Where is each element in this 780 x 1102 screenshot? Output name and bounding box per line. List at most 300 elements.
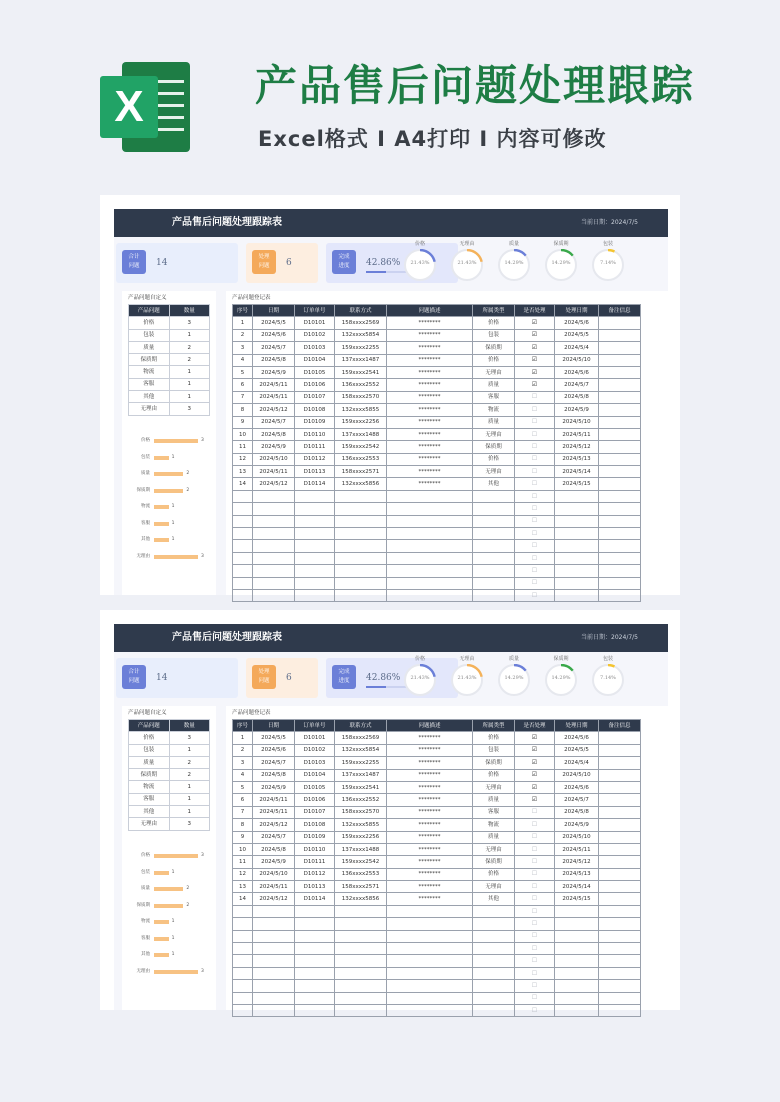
table-cell[interactable] xyxy=(473,955,515,967)
table-cell[interactable]: 2024/5/14 xyxy=(555,466,599,478)
table-cell[interactable]: 无理由 xyxy=(473,881,515,893)
handled-checkbox[interactable]: ☐ xyxy=(515,955,555,967)
table-cell[interactable]: D10107 xyxy=(295,391,335,403)
table-cell[interactable]: 2024/5/10 xyxy=(555,354,599,366)
table-cell[interactable]: 2024/5/12 xyxy=(253,893,295,905)
table-cell[interactable] xyxy=(473,905,515,917)
table-cell[interactable]: 2024/5/6 xyxy=(253,329,295,341)
table-cell[interactable] xyxy=(599,565,641,577)
table-cell[interactable] xyxy=(599,781,641,793)
table-cell[interactable]: 保质期 xyxy=(473,441,515,453)
table-cell[interactable] xyxy=(295,490,335,502)
table-cell[interactable]: 2024/5/8 xyxy=(555,806,599,818)
table-cell[interactable] xyxy=(555,515,599,527)
table-cell[interactable] xyxy=(233,930,253,942)
category-name[interactable]: 包装 xyxy=(129,329,170,341)
table-cell[interactable]: 3 xyxy=(233,757,253,769)
table-cell[interactable]: D10110 xyxy=(295,843,335,855)
table-cell[interactable]: 2024/5/8 xyxy=(253,769,295,781)
table-cell[interactable]: 137xxxx1487 xyxy=(335,354,387,366)
table-cell[interactable] xyxy=(387,943,473,955)
table-cell[interactable] xyxy=(253,515,295,527)
handled-checkbox[interactable]: ☐ xyxy=(515,416,555,428)
table-cell[interactable]: 7 xyxy=(233,391,253,403)
table-cell[interactable] xyxy=(555,503,599,515)
table-cell[interactable]: 价格 xyxy=(473,769,515,781)
table-cell[interactable] xyxy=(599,794,641,806)
table-cell[interactable] xyxy=(335,552,387,564)
handled-checkbox[interactable]: ☑ xyxy=(515,342,555,354)
handled-checkbox[interactable]: ☑ xyxy=(515,744,555,756)
handled-checkbox[interactable]: ☐ xyxy=(515,930,555,942)
category-name[interactable]: 保质期 xyxy=(129,354,170,366)
table-cell[interactable]: 无理由 xyxy=(473,781,515,793)
table-cell[interactable]: 2024/5/7 xyxy=(253,831,295,843)
table-cell[interactable] xyxy=(599,893,641,905)
table-cell[interactable] xyxy=(387,515,473,527)
table-cell[interactable] xyxy=(555,967,599,979)
table-cell[interactable] xyxy=(253,565,295,577)
table-cell[interactable] xyxy=(295,589,335,601)
table-cell[interactable] xyxy=(335,503,387,515)
table-cell[interactable]: 保质期 xyxy=(473,856,515,868)
table-cell[interactable]: 159xxxx2542 xyxy=(335,856,387,868)
table-cell[interactable]: 9 xyxy=(233,831,253,843)
handled-checkbox[interactable]: ☐ xyxy=(515,1004,555,1016)
table-cell[interactable] xyxy=(253,992,295,1004)
category-name[interactable]: 价格 xyxy=(129,732,170,744)
table-cell[interactable]: 5 xyxy=(233,781,253,793)
table-cell[interactable]: 132xxxx5855 xyxy=(335,819,387,831)
table-cell[interactable] xyxy=(599,540,641,552)
table-cell[interactable] xyxy=(599,416,641,428)
table-cell[interactable]: ******** xyxy=(387,893,473,905)
table-cell[interactable] xyxy=(387,565,473,577)
table-cell[interactable] xyxy=(473,943,515,955)
category-count[interactable]: 3 xyxy=(169,317,210,329)
table-cell[interactable]: 2024/5/7 xyxy=(555,794,599,806)
table-cell[interactable]: 4 xyxy=(233,769,253,781)
table-cell[interactable] xyxy=(599,577,641,589)
table-cell[interactable] xyxy=(473,540,515,552)
table-cell[interactable] xyxy=(253,589,295,601)
table-cell[interactable] xyxy=(295,503,335,515)
table-cell[interactable]: ******** xyxy=(387,881,473,893)
table-cell[interactable]: 158xxxx2569 xyxy=(335,732,387,744)
table-cell[interactable]: ******** xyxy=(387,404,473,416)
table-cell[interactable]: 其他 xyxy=(473,478,515,490)
table-cell[interactable] xyxy=(473,980,515,992)
table-cell[interactable]: 8 xyxy=(233,404,253,416)
table-cell[interactable]: D10103 xyxy=(295,342,335,354)
table-cell[interactable] xyxy=(335,565,387,577)
table-cell[interactable]: D10101 xyxy=(295,732,335,744)
table-cell[interactable]: 2024/5/12 xyxy=(555,441,599,453)
category-name[interactable]: 保质期 xyxy=(129,769,170,781)
table-cell[interactable] xyxy=(295,1004,335,1016)
table-cell[interactable] xyxy=(473,992,515,1004)
table-cell[interactable]: ******** xyxy=(387,868,473,880)
table-cell[interactable] xyxy=(599,329,641,341)
table-cell[interactable]: 132xxxx5856 xyxy=(335,893,387,905)
category-count[interactable]: 1 xyxy=(169,744,210,756)
table-cell[interactable] xyxy=(599,732,641,744)
table-cell[interactable]: 2024/5/10 xyxy=(555,831,599,843)
table-cell[interactable]: 2024/5/8 xyxy=(253,354,295,366)
table-cell[interactable]: 价格 xyxy=(473,317,515,329)
table-cell[interactable]: D10104 xyxy=(295,354,335,366)
table-cell[interactable] xyxy=(387,577,473,589)
table-cell[interactable] xyxy=(555,980,599,992)
table-cell[interactable] xyxy=(555,992,599,1004)
category-count[interactable]: 3 xyxy=(169,403,210,415)
category-count[interactable]: 2 xyxy=(169,354,210,366)
table-cell[interactable] xyxy=(387,552,473,564)
table-cell[interactable] xyxy=(599,589,641,601)
table-cell[interactable] xyxy=(387,930,473,942)
table-cell[interactable]: 2 xyxy=(233,744,253,756)
table-cell[interactable] xyxy=(387,503,473,515)
handled-checkbox[interactable]: ☑ xyxy=(515,354,555,366)
table-cell[interactable]: 158xxxx2570 xyxy=(335,391,387,403)
handled-checkbox[interactable]: ☑ xyxy=(515,379,555,391)
table-cell[interactable] xyxy=(599,528,641,540)
table-cell[interactable] xyxy=(599,943,641,955)
table-cell[interactable]: 9 xyxy=(233,416,253,428)
table-cell[interactable] xyxy=(233,565,253,577)
table-cell[interactable]: 2024/5/11 xyxy=(253,391,295,403)
table-cell[interactable] xyxy=(473,967,515,979)
table-cell[interactable]: D10111 xyxy=(295,441,335,453)
table-cell[interactable] xyxy=(295,930,335,942)
table-cell[interactable]: 12 xyxy=(233,453,253,465)
table-cell[interactable] xyxy=(599,967,641,979)
table-cell[interactable] xyxy=(473,930,515,942)
category-count[interactable]: 1 xyxy=(169,781,210,793)
handled-checkbox[interactable]: ☐ xyxy=(515,453,555,465)
table-cell[interactable] xyxy=(599,478,641,490)
table-cell[interactable] xyxy=(233,577,253,589)
table-cell[interactable]: 2024/5/11 xyxy=(555,428,599,440)
table-cell[interactable]: ******** xyxy=(387,744,473,756)
table-cell[interactable]: 2024/5/8 xyxy=(253,428,295,440)
table-cell[interactable] xyxy=(335,992,387,1004)
category-name[interactable]: 无理由 xyxy=(129,403,170,415)
table-cell[interactable] xyxy=(295,980,335,992)
table-cell[interactable]: 客服 xyxy=(473,806,515,818)
table-cell[interactable]: 5 xyxy=(233,366,253,378)
category-name[interactable]: 客服 xyxy=(129,793,170,805)
table-cell[interactable]: 2024/5/7 xyxy=(253,757,295,769)
table-cell[interactable]: ******** xyxy=(387,769,473,781)
table-cell[interactable]: 物流 xyxy=(473,404,515,416)
handled-checkbox[interactable]: ☑ xyxy=(515,317,555,329)
table-cell[interactable] xyxy=(555,943,599,955)
table-cell[interactable] xyxy=(295,565,335,577)
table-cell[interactable]: 2024/5/14 xyxy=(555,881,599,893)
table-cell[interactable] xyxy=(233,918,253,930)
table-cell[interactable]: 159xxxx2541 xyxy=(335,781,387,793)
table-cell[interactable]: ******** xyxy=(387,806,473,818)
table-cell[interactable]: 2024/5/13 xyxy=(555,868,599,880)
category-name[interactable]: 其他 xyxy=(129,806,170,818)
table-cell[interactable] xyxy=(473,577,515,589)
table-cell[interactable]: 158xxxx2571 xyxy=(335,881,387,893)
table-cell[interactable]: ******** xyxy=(387,794,473,806)
table-cell[interactable]: 质量 xyxy=(473,379,515,391)
table-cell[interactable] xyxy=(335,943,387,955)
table-cell[interactable]: ******** xyxy=(387,428,473,440)
table-cell[interactable] xyxy=(295,967,335,979)
category-count[interactable]: 1 xyxy=(169,366,210,378)
category-count[interactable]: 1 xyxy=(169,378,210,390)
table-cell[interactable] xyxy=(233,905,253,917)
table-cell[interactable] xyxy=(599,379,641,391)
table-cell[interactable] xyxy=(387,528,473,540)
table-cell[interactable] xyxy=(295,918,335,930)
handled-checkbox[interactable]: ☑ xyxy=(515,366,555,378)
handled-checkbox[interactable]: ☐ xyxy=(515,404,555,416)
table-cell[interactable] xyxy=(253,980,295,992)
table-cell[interactable] xyxy=(253,540,295,552)
table-cell[interactable] xyxy=(233,980,253,992)
table-cell[interactable]: 2024/5/4 xyxy=(555,757,599,769)
table-cell[interactable] xyxy=(473,918,515,930)
table-cell[interactable]: 2024/5/9 xyxy=(555,819,599,831)
table-cell[interactable] xyxy=(599,992,641,1004)
handled-checkbox[interactable]: ☐ xyxy=(515,992,555,1004)
table-cell[interactable] xyxy=(599,980,641,992)
table-cell[interactable]: ******** xyxy=(387,342,473,354)
handled-checkbox[interactable]: ☐ xyxy=(515,918,555,930)
table-cell[interactable] xyxy=(295,943,335,955)
table-cell[interactable]: 2024/5/15 xyxy=(555,478,599,490)
table-cell[interactable] xyxy=(599,769,641,781)
table-cell[interactable]: D10113 xyxy=(295,881,335,893)
table-cell[interactable]: D10105 xyxy=(295,366,335,378)
table-cell[interactable]: 136xxxx2552 xyxy=(335,379,387,391)
table-cell[interactable] xyxy=(253,943,295,955)
table-cell[interactable] xyxy=(233,1004,253,1016)
table-cell[interactable] xyxy=(599,366,641,378)
table-cell[interactable] xyxy=(555,490,599,502)
table-cell[interactable] xyxy=(387,589,473,601)
table-cell[interactable]: ******** xyxy=(387,831,473,843)
table-cell[interactable] xyxy=(473,503,515,515)
table-cell[interactable] xyxy=(599,552,641,564)
table-cell[interactable]: ******** xyxy=(387,856,473,868)
table-cell[interactable] xyxy=(473,490,515,502)
table-cell[interactable]: D10114 xyxy=(295,478,335,490)
table-cell[interactable]: 158xxxx2571 xyxy=(335,466,387,478)
category-name[interactable]: 客服 xyxy=(129,378,170,390)
table-cell[interactable] xyxy=(335,515,387,527)
table-cell[interactable]: ******** xyxy=(387,819,473,831)
table-cell[interactable] xyxy=(295,540,335,552)
table-cell[interactable]: 2024/5/6 xyxy=(253,744,295,756)
table-cell[interactable]: 3 xyxy=(233,342,253,354)
category-name[interactable]: 质量 xyxy=(129,341,170,353)
table-cell[interactable]: 11 xyxy=(233,856,253,868)
handled-checkbox[interactable]: ☐ xyxy=(515,441,555,453)
table-cell[interactable]: 2024/5/4 xyxy=(555,342,599,354)
table-cell[interactable] xyxy=(335,905,387,917)
table-cell[interactable] xyxy=(387,540,473,552)
table-cell[interactable] xyxy=(599,354,641,366)
table-cell[interactable]: 10 xyxy=(233,428,253,440)
handled-checkbox[interactable]: ☑ xyxy=(515,781,555,793)
table-cell[interactable]: D10104 xyxy=(295,769,335,781)
table-cell[interactable]: 11 xyxy=(233,441,253,453)
table-cell[interactable]: ******** xyxy=(387,732,473,744)
table-cell[interactable] xyxy=(599,856,641,868)
table-cell[interactable]: 159xxxx2542 xyxy=(335,441,387,453)
table-cell[interactable] xyxy=(555,577,599,589)
table-cell[interactable] xyxy=(599,930,641,942)
table-cell[interactable]: 132xxxx5854 xyxy=(335,329,387,341)
category-name[interactable]: 价格 xyxy=(129,317,170,329)
table-cell[interactable]: 价格 xyxy=(473,453,515,465)
table-cell[interactable]: 价格 xyxy=(473,732,515,744)
table-cell[interactable]: 136xxxx2552 xyxy=(335,794,387,806)
table-cell[interactable]: 2024/5/13 xyxy=(555,453,599,465)
table-cell[interactable] xyxy=(599,503,641,515)
category-count[interactable]: 3 xyxy=(169,732,210,744)
table-cell[interactable]: D10108 xyxy=(295,404,335,416)
table-cell[interactable] xyxy=(233,955,253,967)
table-cell[interactable]: 2024/5/11 xyxy=(253,466,295,478)
table-cell[interactable]: 136xxxx2553 xyxy=(335,453,387,465)
handled-checkbox[interactable]: ☐ xyxy=(515,466,555,478)
table-cell[interactable]: ******** xyxy=(387,478,473,490)
table-cell[interactable] xyxy=(473,565,515,577)
category-name[interactable]: 物流 xyxy=(129,366,170,378)
handled-checkbox[interactable]: ☐ xyxy=(515,391,555,403)
table-cell[interactable]: ******** xyxy=(387,391,473,403)
table-cell[interactable]: 2 xyxy=(233,329,253,341)
table-cell[interactable]: 保质期 xyxy=(473,342,515,354)
table-cell[interactable]: 2024/5/12 xyxy=(253,819,295,831)
table-cell[interactable]: 2024/5/12 xyxy=(555,856,599,868)
table-cell[interactable]: ******** xyxy=(387,379,473,391)
table-cell[interactable]: ******** xyxy=(387,843,473,855)
table-cell[interactable]: 2024/5/11 xyxy=(555,843,599,855)
handled-checkbox[interactable]: ☐ xyxy=(515,552,555,564)
table-cell[interactable] xyxy=(335,930,387,942)
table-cell[interactable]: D10106 xyxy=(295,379,335,391)
table-cell[interactable]: 2024/5/12 xyxy=(253,404,295,416)
table-cell[interactable]: 132xxxx5855 xyxy=(335,404,387,416)
table-cell[interactable] xyxy=(295,955,335,967)
table-cell[interactable]: 2024/5/10 xyxy=(253,868,295,880)
category-name[interactable]: 物流 xyxy=(129,781,170,793)
table-cell[interactable]: 132xxxx5856 xyxy=(335,478,387,490)
table-cell[interactable] xyxy=(295,577,335,589)
table-cell[interactable] xyxy=(599,515,641,527)
table-cell[interactable]: 质量 xyxy=(473,831,515,843)
category-count[interactable]: 2 xyxy=(169,341,210,353)
handled-checkbox[interactable]: ☐ xyxy=(515,478,555,490)
table-cell[interactable] xyxy=(295,515,335,527)
handled-checkbox[interactable]: ☐ xyxy=(515,893,555,905)
table-cell[interactable]: ******** xyxy=(387,453,473,465)
category-count[interactable]: 1 xyxy=(169,793,210,805)
table-cell[interactable] xyxy=(599,466,641,478)
table-cell[interactable]: 2024/5/6 xyxy=(555,732,599,744)
table-cell[interactable] xyxy=(387,992,473,1004)
table-cell[interactable]: ******** xyxy=(387,757,473,769)
table-cell[interactable]: 2024/5/11 xyxy=(253,379,295,391)
table-cell[interactable] xyxy=(295,905,335,917)
table-cell[interactable]: 13 xyxy=(233,881,253,893)
table-cell[interactable]: ******** xyxy=(387,317,473,329)
table-cell[interactable] xyxy=(599,757,641,769)
table-cell[interactable] xyxy=(387,980,473,992)
table-cell[interactable] xyxy=(335,955,387,967)
table-cell[interactable]: D10106 xyxy=(295,794,335,806)
table-cell[interactable]: 2024/5/6 xyxy=(555,317,599,329)
table-cell[interactable] xyxy=(599,404,641,416)
table-cell[interactable]: 136xxxx2553 xyxy=(335,868,387,880)
table-cell[interactable] xyxy=(599,342,641,354)
table-cell[interactable] xyxy=(555,930,599,942)
table-cell[interactable]: 2024/5/9 xyxy=(253,366,295,378)
handled-checkbox[interactable]: ☐ xyxy=(515,868,555,880)
table-cell[interactable] xyxy=(599,881,641,893)
table-cell[interactable] xyxy=(555,905,599,917)
table-cell[interactable] xyxy=(387,490,473,502)
table-cell[interactable] xyxy=(233,503,253,515)
handled-checkbox[interactable]: ☐ xyxy=(515,589,555,601)
table-cell[interactable] xyxy=(253,930,295,942)
handled-checkbox[interactable]: ☐ xyxy=(515,831,555,843)
table-cell[interactable]: 2024/5/7 xyxy=(253,416,295,428)
table-cell[interactable]: ******** xyxy=(387,416,473,428)
table-cell[interactable]: 2024/5/5 xyxy=(555,744,599,756)
table-cell[interactable]: 10 xyxy=(233,843,253,855)
table-cell[interactable]: 13 xyxy=(233,466,253,478)
handled-checkbox[interactable]: ☐ xyxy=(515,515,555,527)
handled-checkbox[interactable]: ☐ xyxy=(515,856,555,868)
handled-checkbox[interactable]: ☐ xyxy=(515,428,555,440)
table-cell[interactable] xyxy=(335,1004,387,1016)
table-cell[interactable] xyxy=(599,441,641,453)
handled-checkbox[interactable]: ☐ xyxy=(515,967,555,979)
table-cell[interactable]: 2024/5/6 xyxy=(555,366,599,378)
table-cell[interactable] xyxy=(335,577,387,589)
category-count[interactable]: 3 xyxy=(169,818,210,830)
table-cell[interactable] xyxy=(253,1004,295,1016)
category-name[interactable]: 包装 xyxy=(129,744,170,756)
table-cell[interactable]: 2024/5/7 xyxy=(555,379,599,391)
table-cell[interactable]: D10110 xyxy=(295,428,335,440)
table-cell[interactable]: 2024/5/9 xyxy=(253,441,295,453)
table-cell[interactable] xyxy=(253,967,295,979)
table-cell[interactable]: 2024/5/11 xyxy=(253,794,295,806)
table-cell[interactable] xyxy=(473,528,515,540)
table-cell[interactable] xyxy=(335,980,387,992)
table-cell[interactable] xyxy=(253,905,295,917)
table-cell[interactable]: 158xxxx2570 xyxy=(335,806,387,818)
table-cell[interactable]: 2024/5/12 xyxy=(253,478,295,490)
table-cell[interactable]: D10108 xyxy=(295,819,335,831)
table-cell[interactable] xyxy=(555,528,599,540)
table-cell[interactable]: 2024/5/7 xyxy=(253,342,295,354)
table-cell[interactable]: 2024/5/8 xyxy=(253,843,295,855)
table-cell[interactable]: 质量 xyxy=(473,794,515,806)
table-cell[interactable] xyxy=(473,1004,515,1016)
table-cell[interactable]: D10112 xyxy=(295,453,335,465)
